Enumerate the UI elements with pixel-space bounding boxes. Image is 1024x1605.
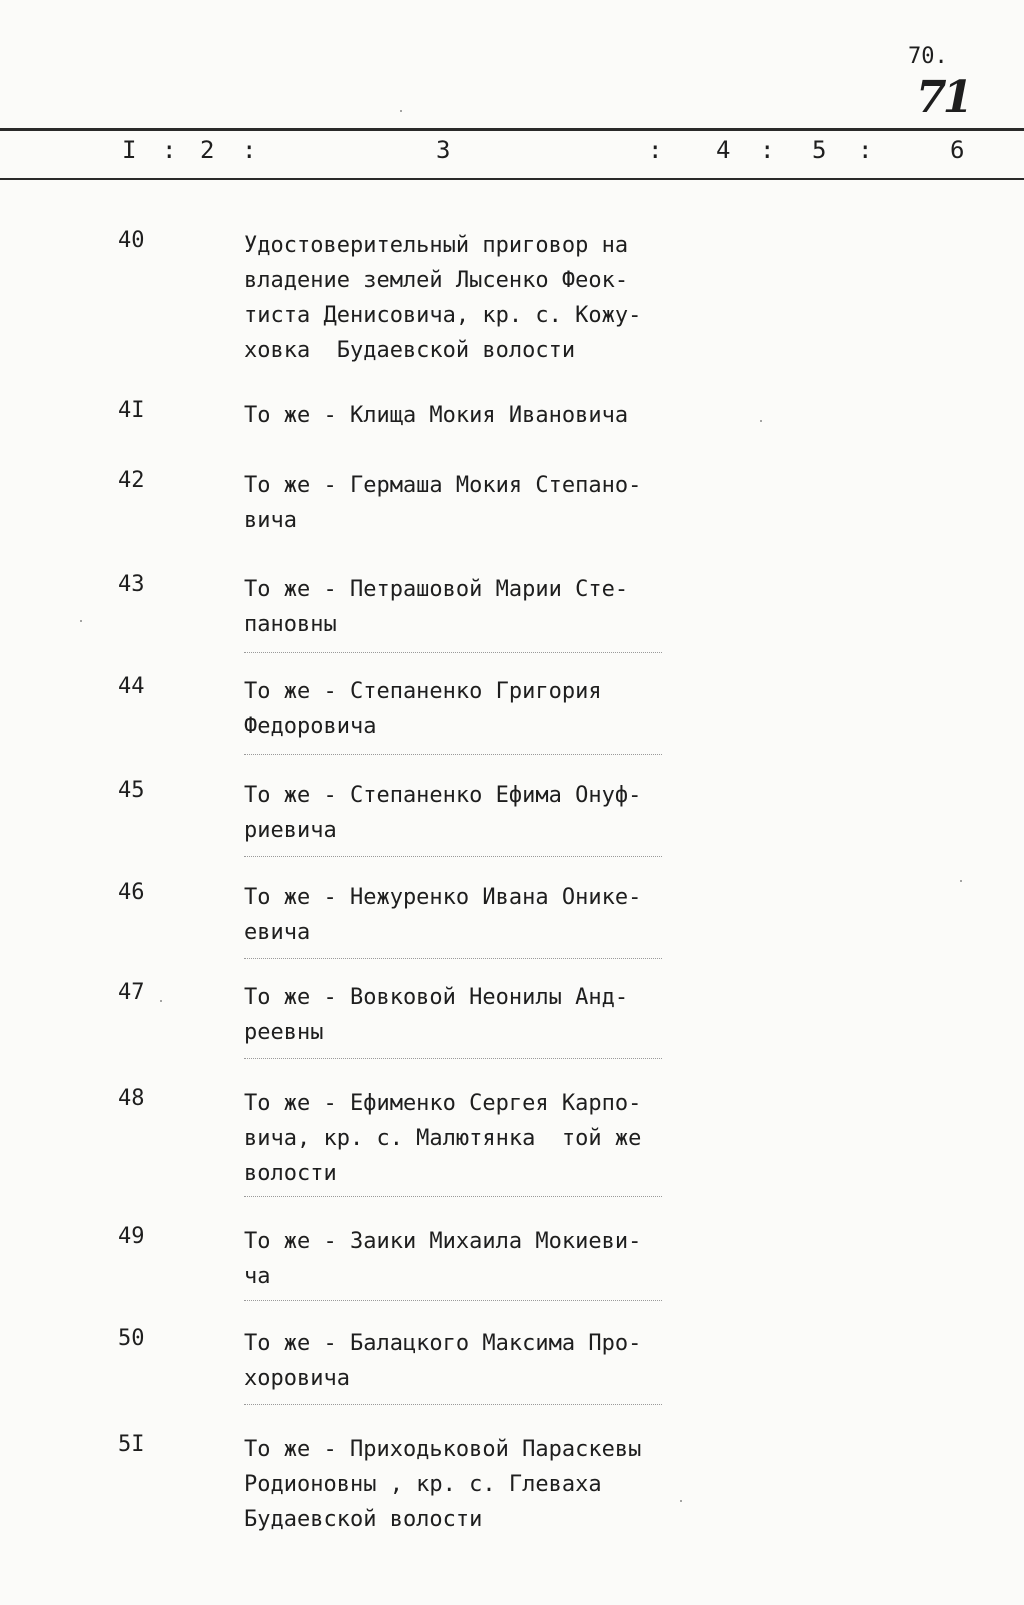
entry-number: 4I bbox=[118, 398, 145, 423]
entry-description: То же - Приходьковой Параскевы Родионовны , кр. с. Глеваха Будаевской волости bbox=[244, 1437, 642, 1532]
dotted-separator bbox=[244, 1196, 662, 1197]
entry-description: То же - Гермаша Мокия Степано- вича bbox=[244, 473, 642, 533]
column-separator: : bbox=[760, 136, 775, 164]
entry-description: То же - Нежуренко Ивана Онике- евича bbox=[244, 885, 642, 945]
paper-speck bbox=[80, 620, 82, 622]
entry-description: То же - Вовковой Неонилы Анд- реевны bbox=[244, 985, 629, 1045]
paper-speck bbox=[160, 1000, 162, 1002]
page-number-handwritten: 71 bbox=[916, 72, 970, 123]
paper-speck bbox=[680, 1500, 682, 1502]
entry-description: То же - Клища Мокия Ивановича bbox=[244, 403, 629, 428]
column-header-4: 4 bbox=[716, 136, 731, 164]
entry-number: 42 bbox=[118, 468, 145, 493]
column-header-5: 5 bbox=[812, 136, 827, 164]
dotted-separator bbox=[244, 754, 662, 755]
entry-description: То же - Петрашовой Марии Сте- пановны bbox=[244, 577, 629, 637]
entry-number: 47 bbox=[118, 980, 145, 1005]
header-rule-bottom bbox=[0, 178, 1024, 180]
entry-number: 40 bbox=[118, 228, 145, 253]
entry-number: 48 bbox=[118, 1086, 145, 1111]
entry-number: 43 bbox=[118, 572, 145, 597]
entry-description: То же - Балацкого Максима Про- хоровича bbox=[244, 1331, 642, 1391]
entry-description: То же - Степаненко Григория Федоровича bbox=[244, 679, 602, 739]
page-number-typed: 70. bbox=[908, 44, 948, 69]
column-header-3: 3 bbox=[436, 136, 451, 164]
entry-number: 45 bbox=[118, 778, 145, 803]
dotted-separator bbox=[244, 652, 662, 653]
entry-description: Удостоверительный приговор на владение землей Лысенко Феок- тиста Денисовича, кр. с. Кожу- ховка Будаевской волости bbox=[244, 233, 642, 363]
dotted-separator bbox=[244, 1300, 662, 1301]
header-rule-top bbox=[0, 128, 1024, 131]
dotted-separator bbox=[244, 1058, 662, 1059]
column-header-2: 2 bbox=[200, 136, 215, 164]
entry-number: 46 bbox=[118, 880, 145, 905]
dotted-separator bbox=[244, 958, 662, 959]
entry-description: То же - Заики Михаила Мокиеви- ча bbox=[244, 1229, 642, 1289]
column-header-6: 6 bbox=[950, 136, 965, 164]
entry-description: То же - Ефименко Сергея Карпо- вича, кр. с. Малютянка той же волости bbox=[244, 1091, 642, 1186]
column-separator: : bbox=[242, 136, 257, 164]
entry-number: 49 bbox=[118, 1224, 145, 1249]
entry-number: 44 bbox=[118, 674, 145, 699]
column-header-1: I bbox=[122, 136, 137, 164]
column-separator: : bbox=[162, 136, 177, 164]
column-separator: : bbox=[858, 136, 873, 164]
entry-number: 50 bbox=[118, 1326, 145, 1351]
entry-number: 5I bbox=[118, 1432, 145, 1457]
dotted-separator bbox=[244, 856, 662, 857]
paper-speck bbox=[960, 880, 962, 882]
paper-speck bbox=[400, 110, 402, 112]
entry-description: То же - Степаненко Ефима Онуф- риевича bbox=[244, 783, 642, 843]
column-separator: : bbox=[648, 136, 663, 164]
paper-speck bbox=[760, 420, 762, 422]
dotted-separator bbox=[244, 1404, 662, 1405]
